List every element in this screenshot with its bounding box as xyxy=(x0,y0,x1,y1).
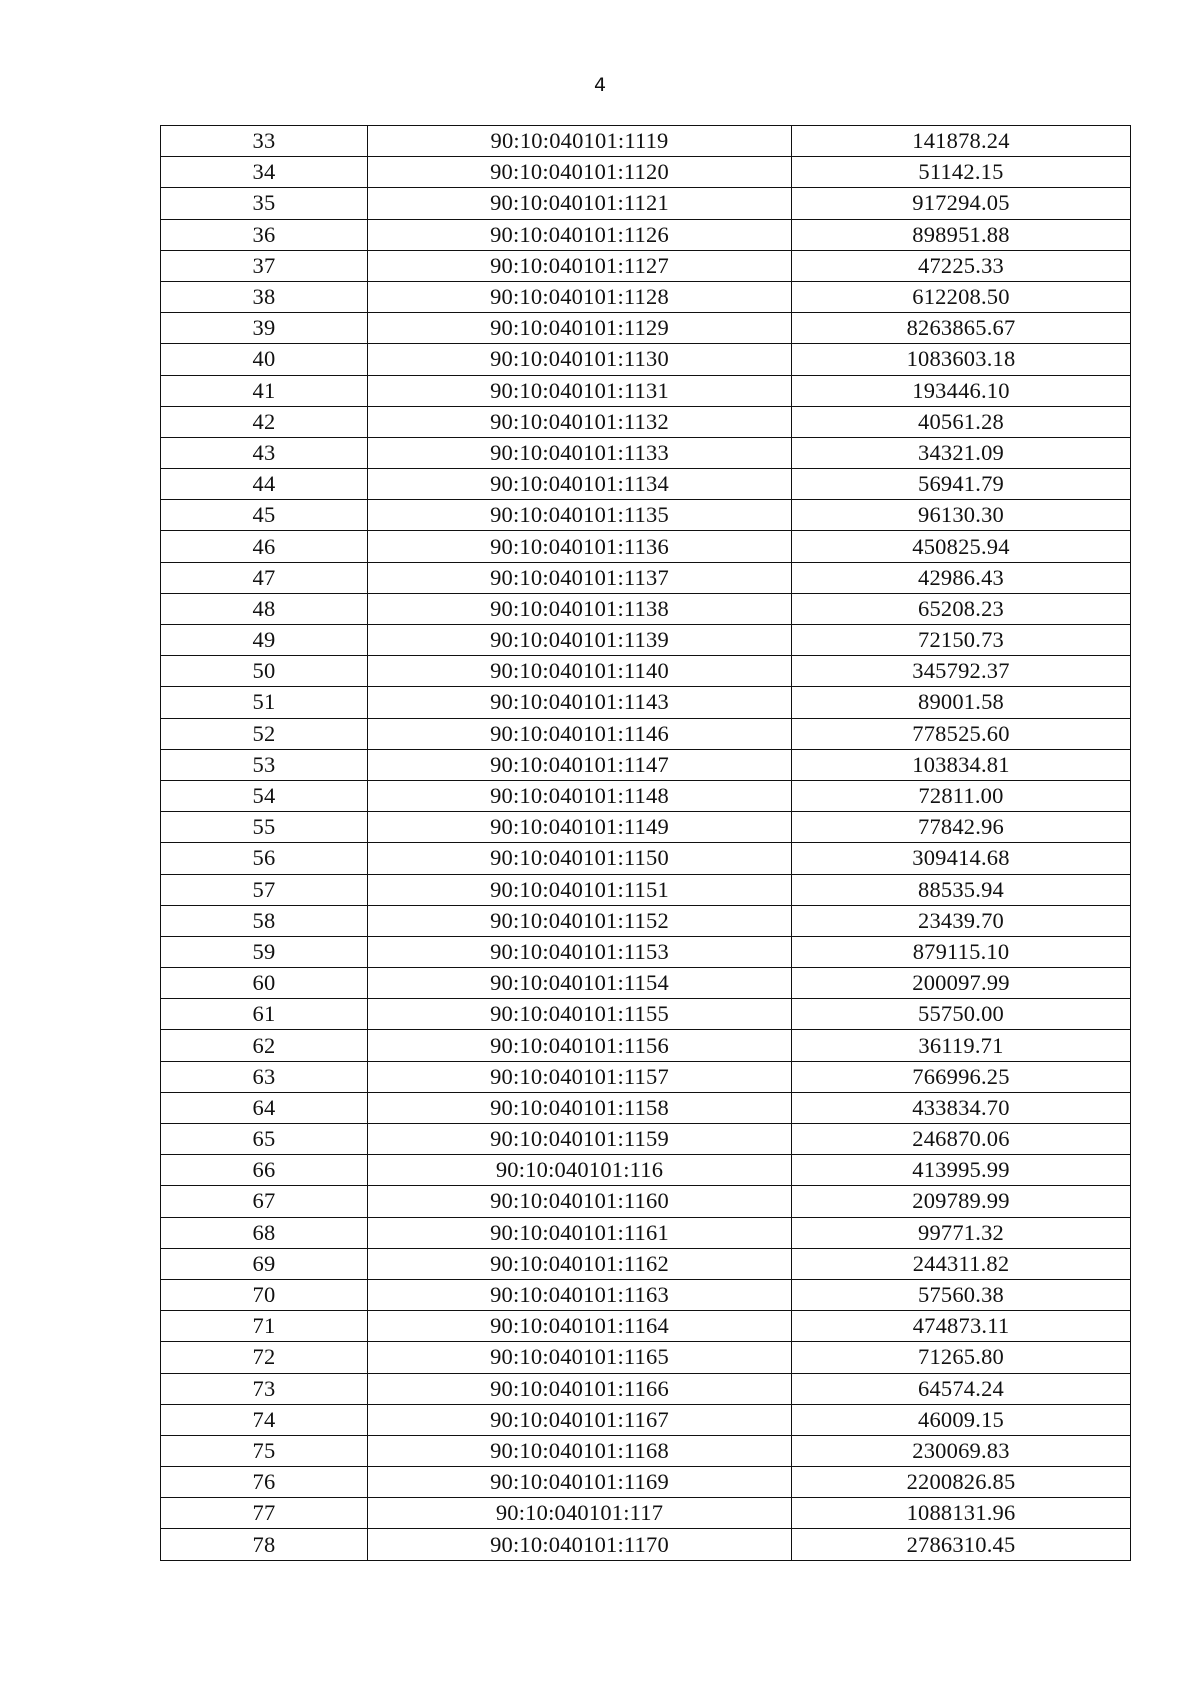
row-number-cell: 47 xyxy=(161,562,368,593)
row-number-cell: 59 xyxy=(161,936,368,967)
value-cell: 474873.11 xyxy=(792,1311,1131,1342)
row-number-cell: 71 xyxy=(161,1311,368,1342)
cadastral-number-cell: 90:10:040101:1134 xyxy=(368,469,792,500)
cadastral-number-cell: 90:10:040101:1137 xyxy=(368,562,792,593)
cadastral-number-cell: 90:10:040101:1169 xyxy=(368,1467,792,1498)
table-row xyxy=(161,1342,1131,1373)
cadastral-number-cell: 90:10:040101:1154 xyxy=(368,968,792,999)
row-number-cell: 62 xyxy=(161,1030,368,1061)
row-number-cell: 43 xyxy=(161,437,368,468)
cadastral-number-cell: 90:10:040101:1120 xyxy=(368,157,792,188)
value-cell: 51142.15 xyxy=(792,157,1131,188)
value-cell: 34321.09 xyxy=(792,437,1131,468)
table-row xyxy=(161,281,1131,312)
row-number-cell: 39 xyxy=(161,313,368,344)
table-row xyxy=(161,375,1131,406)
row-number-cell: 70 xyxy=(161,1279,368,1310)
row-number-cell: 36 xyxy=(161,219,368,250)
value-cell: 36119.71 xyxy=(792,1030,1131,1061)
cadastral-number-cell: 90:10:040101:1158 xyxy=(368,1092,792,1123)
table-row xyxy=(161,874,1131,905)
row-number-cell: 42 xyxy=(161,406,368,437)
row-number-cell: 57 xyxy=(161,874,368,905)
cadastral-number-cell: 90:10:040101:1119 xyxy=(368,126,792,157)
cadastral-number-cell: 90:10:040101:1121 xyxy=(368,188,792,219)
cadastral-number-cell: 90:10:040101:1146 xyxy=(368,718,792,749)
table-row xyxy=(161,126,1131,157)
table-row xyxy=(161,1155,1131,1186)
value-cell: 193446.10 xyxy=(792,375,1131,406)
value-cell: 55750.00 xyxy=(792,999,1131,1030)
cadastral-number-cell: 90:10:040101:1130 xyxy=(368,344,792,375)
table-row xyxy=(161,1467,1131,1498)
table-row xyxy=(161,936,1131,967)
cadastral-number-cell: 90:10:040101:1129 xyxy=(368,313,792,344)
row-number-cell: 50 xyxy=(161,656,368,687)
cadastral-number-cell: 90:10:040101:1159 xyxy=(368,1124,792,1155)
cadastral-number-cell: 90:10:040101:1149 xyxy=(368,812,792,843)
table-row xyxy=(161,718,1131,749)
table-row xyxy=(161,437,1131,468)
row-number-cell: 53 xyxy=(161,749,368,780)
value-cell: 77842.96 xyxy=(792,812,1131,843)
table-row xyxy=(161,1529,1131,1560)
table-row xyxy=(161,905,1131,936)
cadastral-number-cell: 90:10:040101:1170 xyxy=(368,1529,792,1560)
cadastral-number-cell: 90:10:040101:117 xyxy=(368,1498,792,1529)
value-cell: 96130.30 xyxy=(792,500,1131,531)
table-row xyxy=(161,1435,1131,1466)
value-cell: 89001.58 xyxy=(792,687,1131,718)
value-cell: 345792.37 xyxy=(792,656,1131,687)
table-row xyxy=(161,1279,1131,1310)
table-row xyxy=(161,1030,1131,1061)
cadastral-number-cell: 90:10:040101:1166 xyxy=(368,1373,792,1404)
table-row xyxy=(161,1498,1131,1529)
cadastral-number-cell: 90:10:040101:1140 xyxy=(368,656,792,687)
cadastral-number-cell: 90:10:040101:1139 xyxy=(368,625,792,656)
value-cell: 917294.05 xyxy=(792,188,1131,219)
cadastral-number-cell: 90:10:040101:1147 xyxy=(368,749,792,780)
table-row xyxy=(161,656,1131,687)
value-cell: 612208.50 xyxy=(792,281,1131,312)
row-number-cell: 41 xyxy=(161,375,368,406)
cadastral-number-cell: 90:10:040101:116 xyxy=(368,1155,792,1186)
cadastral-number-cell: 90:10:040101:1131 xyxy=(368,375,792,406)
value-cell: 200097.99 xyxy=(792,968,1131,999)
cadastral-number-cell: 90:10:040101:1160 xyxy=(368,1186,792,1217)
cadastral-number-cell: 90:10:040101:1148 xyxy=(368,780,792,811)
value-cell: 898951.88 xyxy=(792,219,1131,250)
row-number-cell: 34 xyxy=(161,157,368,188)
value-cell: 40561.28 xyxy=(792,406,1131,437)
value-cell: 23439.70 xyxy=(792,905,1131,936)
value-cell: 71265.80 xyxy=(792,1342,1131,1373)
value-cell: 2786310.45 xyxy=(792,1529,1131,1560)
row-number-cell: 37 xyxy=(161,250,368,281)
row-number-cell: 48 xyxy=(161,593,368,624)
table-row xyxy=(161,500,1131,531)
row-number-cell: 63 xyxy=(161,1061,368,1092)
value-cell: 72811.00 xyxy=(792,780,1131,811)
value-cell: 413995.99 xyxy=(792,1155,1131,1186)
table-row xyxy=(161,1092,1131,1123)
table-row xyxy=(161,812,1131,843)
value-cell: 72150.73 xyxy=(792,625,1131,656)
value-cell: 766996.25 xyxy=(792,1061,1131,1092)
table-row xyxy=(161,780,1131,811)
cadastral-number-cell: 90:10:040101:1153 xyxy=(368,936,792,967)
table-row xyxy=(161,1404,1131,1435)
value-cell: 309414.68 xyxy=(792,843,1131,874)
table-row xyxy=(161,406,1131,437)
row-number-cell: 65 xyxy=(161,1124,368,1155)
table-row xyxy=(161,562,1131,593)
page-number: 4 xyxy=(593,74,607,96)
value-cell: 879115.10 xyxy=(792,936,1131,967)
table-row xyxy=(161,157,1131,188)
table-row xyxy=(161,219,1131,250)
row-number-cell: 35 xyxy=(161,188,368,219)
table-row xyxy=(161,313,1131,344)
row-number-cell: 54 xyxy=(161,780,368,811)
value-cell: 46009.15 xyxy=(792,1404,1131,1435)
table-row xyxy=(161,968,1131,999)
row-number-cell: 40 xyxy=(161,344,368,375)
table-row xyxy=(161,593,1131,624)
cadastral-number-cell: 90:10:040101:1126 xyxy=(368,219,792,250)
row-number-cell: 60 xyxy=(161,968,368,999)
cadastral-number-cell: 90:10:040101:1161 xyxy=(368,1217,792,1248)
cadastral-number-cell: 90:10:040101:1150 xyxy=(368,843,792,874)
cadastral-number-cell: 90:10:040101:1133 xyxy=(368,437,792,468)
row-number-cell: 67 xyxy=(161,1186,368,1217)
row-number-cell: 55 xyxy=(161,812,368,843)
value-cell: 65208.23 xyxy=(792,593,1131,624)
row-number-cell: 52 xyxy=(161,718,368,749)
cadastral-number-cell: 90:10:040101:1163 xyxy=(368,1279,792,1310)
table-row xyxy=(161,531,1131,562)
value-cell: 230069.83 xyxy=(792,1435,1131,1466)
row-number-cell: 61 xyxy=(161,999,368,1030)
cadastral-number-cell: 90:10:040101:1168 xyxy=(368,1435,792,1466)
table-body xyxy=(161,126,1131,1561)
cadastral-number-cell: 90:10:040101:1155 xyxy=(368,999,792,1030)
row-number-cell: 44 xyxy=(161,469,368,500)
value-cell: 450825.94 xyxy=(792,531,1131,562)
value-cell: 246870.06 xyxy=(792,1124,1131,1155)
cadastral-number-cell: 90:10:040101:1151 xyxy=(368,874,792,905)
row-number-cell: 72 xyxy=(161,1342,368,1373)
cadastral-number-cell: 90:10:040101:1132 xyxy=(368,406,792,437)
row-number-cell: 74 xyxy=(161,1404,368,1435)
table-row xyxy=(161,749,1131,780)
table-row xyxy=(161,843,1131,874)
value-cell: 433834.70 xyxy=(792,1092,1131,1123)
value-cell: 56941.79 xyxy=(792,469,1131,500)
table-row xyxy=(161,999,1131,1030)
table-row xyxy=(161,1311,1131,1342)
cadastral-number-cell: 90:10:040101:1136 xyxy=(368,531,792,562)
value-cell: 778525.60 xyxy=(792,718,1131,749)
value-cell: 103834.81 xyxy=(792,749,1131,780)
table-row xyxy=(161,188,1131,219)
table-row xyxy=(161,469,1131,500)
cadastral-number-cell: 90:10:040101:1162 xyxy=(368,1248,792,1279)
value-cell: 1088131.96 xyxy=(792,1498,1131,1529)
row-number-cell: 66 xyxy=(161,1155,368,1186)
cadastral-number-cell: 90:10:040101:1127 xyxy=(368,250,792,281)
table-row xyxy=(161,625,1131,656)
cadastral-number-cell: 90:10:040101:1143 xyxy=(368,687,792,718)
row-number-cell: 77 xyxy=(161,1498,368,1529)
cadastral-number-cell: 90:10:040101:1156 xyxy=(368,1030,792,1061)
value-cell: 99771.32 xyxy=(792,1217,1131,1248)
value-cell: 57560.38 xyxy=(792,1279,1131,1310)
row-number-cell: 68 xyxy=(161,1217,368,1248)
cadastral-number-cell: 90:10:040101:1135 xyxy=(368,500,792,531)
row-number-cell: 73 xyxy=(161,1373,368,1404)
row-number-cell: 33 xyxy=(161,126,368,157)
table-row xyxy=(161,250,1131,281)
row-number-cell: 49 xyxy=(161,625,368,656)
value-cell: 47225.33 xyxy=(792,250,1131,281)
data-table xyxy=(160,125,1131,1561)
value-cell: 42986.43 xyxy=(792,562,1131,593)
value-cell: 8263865.67 xyxy=(792,313,1131,344)
table-row xyxy=(161,1124,1131,1155)
value-cell: 244311.82 xyxy=(792,1248,1131,1279)
row-number-cell: 64 xyxy=(161,1092,368,1123)
table-row xyxy=(161,344,1131,375)
row-number-cell: 78 xyxy=(161,1529,368,1560)
cadastral-number-cell: 90:10:040101:1165 xyxy=(368,1342,792,1373)
row-number-cell: 69 xyxy=(161,1248,368,1279)
row-number-cell: 51 xyxy=(161,687,368,718)
value-cell: 141878.24 xyxy=(792,126,1131,157)
cadastral-number-cell: 90:10:040101:1164 xyxy=(368,1311,792,1342)
row-number-cell: 46 xyxy=(161,531,368,562)
table-row xyxy=(161,1373,1131,1404)
cadastral-number-cell: 90:10:040101:1157 xyxy=(368,1061,792,1092)
row-number-cell: 75 xyxy=(161,1435,368,1466)
value-cell: 88535.94 xyxy=(792,874,1131,905)
cadastral-number-cell: 90:10:040101:1167 xyxy=(368,1404,792,1435)
row-number-cell: 56 xyxy=(161,843,368,874)
value-cell: 2200826.85 xyxy=(792,1467,1131,1498)
cadastral-number-cell: 90:10:040101:1138 xyxy=(368,593,792,624)
cadastral-number-cell: 90:10:040101:1152 xyxy=(368,905,792,936)
value-cell: 1083603.18 xyxy=(792,344,1131,375)
table-row xyxy=(161,1061,1131,1092)
table-row xyxy=(161,1248,1131,1279)
row-number-cell: 38 xyxy=(161,281,368,312)
row-number-cell: 45 xyxy=(161,500,368,531)
value-cell: 64574.24 xyxy=(792,1373,1131,1404)
table-row xyxy=(161,1217,1131,1248)
table-row xyxy=(161,687,1131,718)
cadastral-number-cell: 90:10:040101:1128 xyxy=(368,281,792,312)
row-number-cell: 76 xyxy=(161,1467,368,1498)
table-row xyxy=(161,1186,1131,1217)
value-cell: 209789.99 xyxy=(792,1186,1131,1217)
row-number-cell: 58 xyxy=(161,905,368,936)
